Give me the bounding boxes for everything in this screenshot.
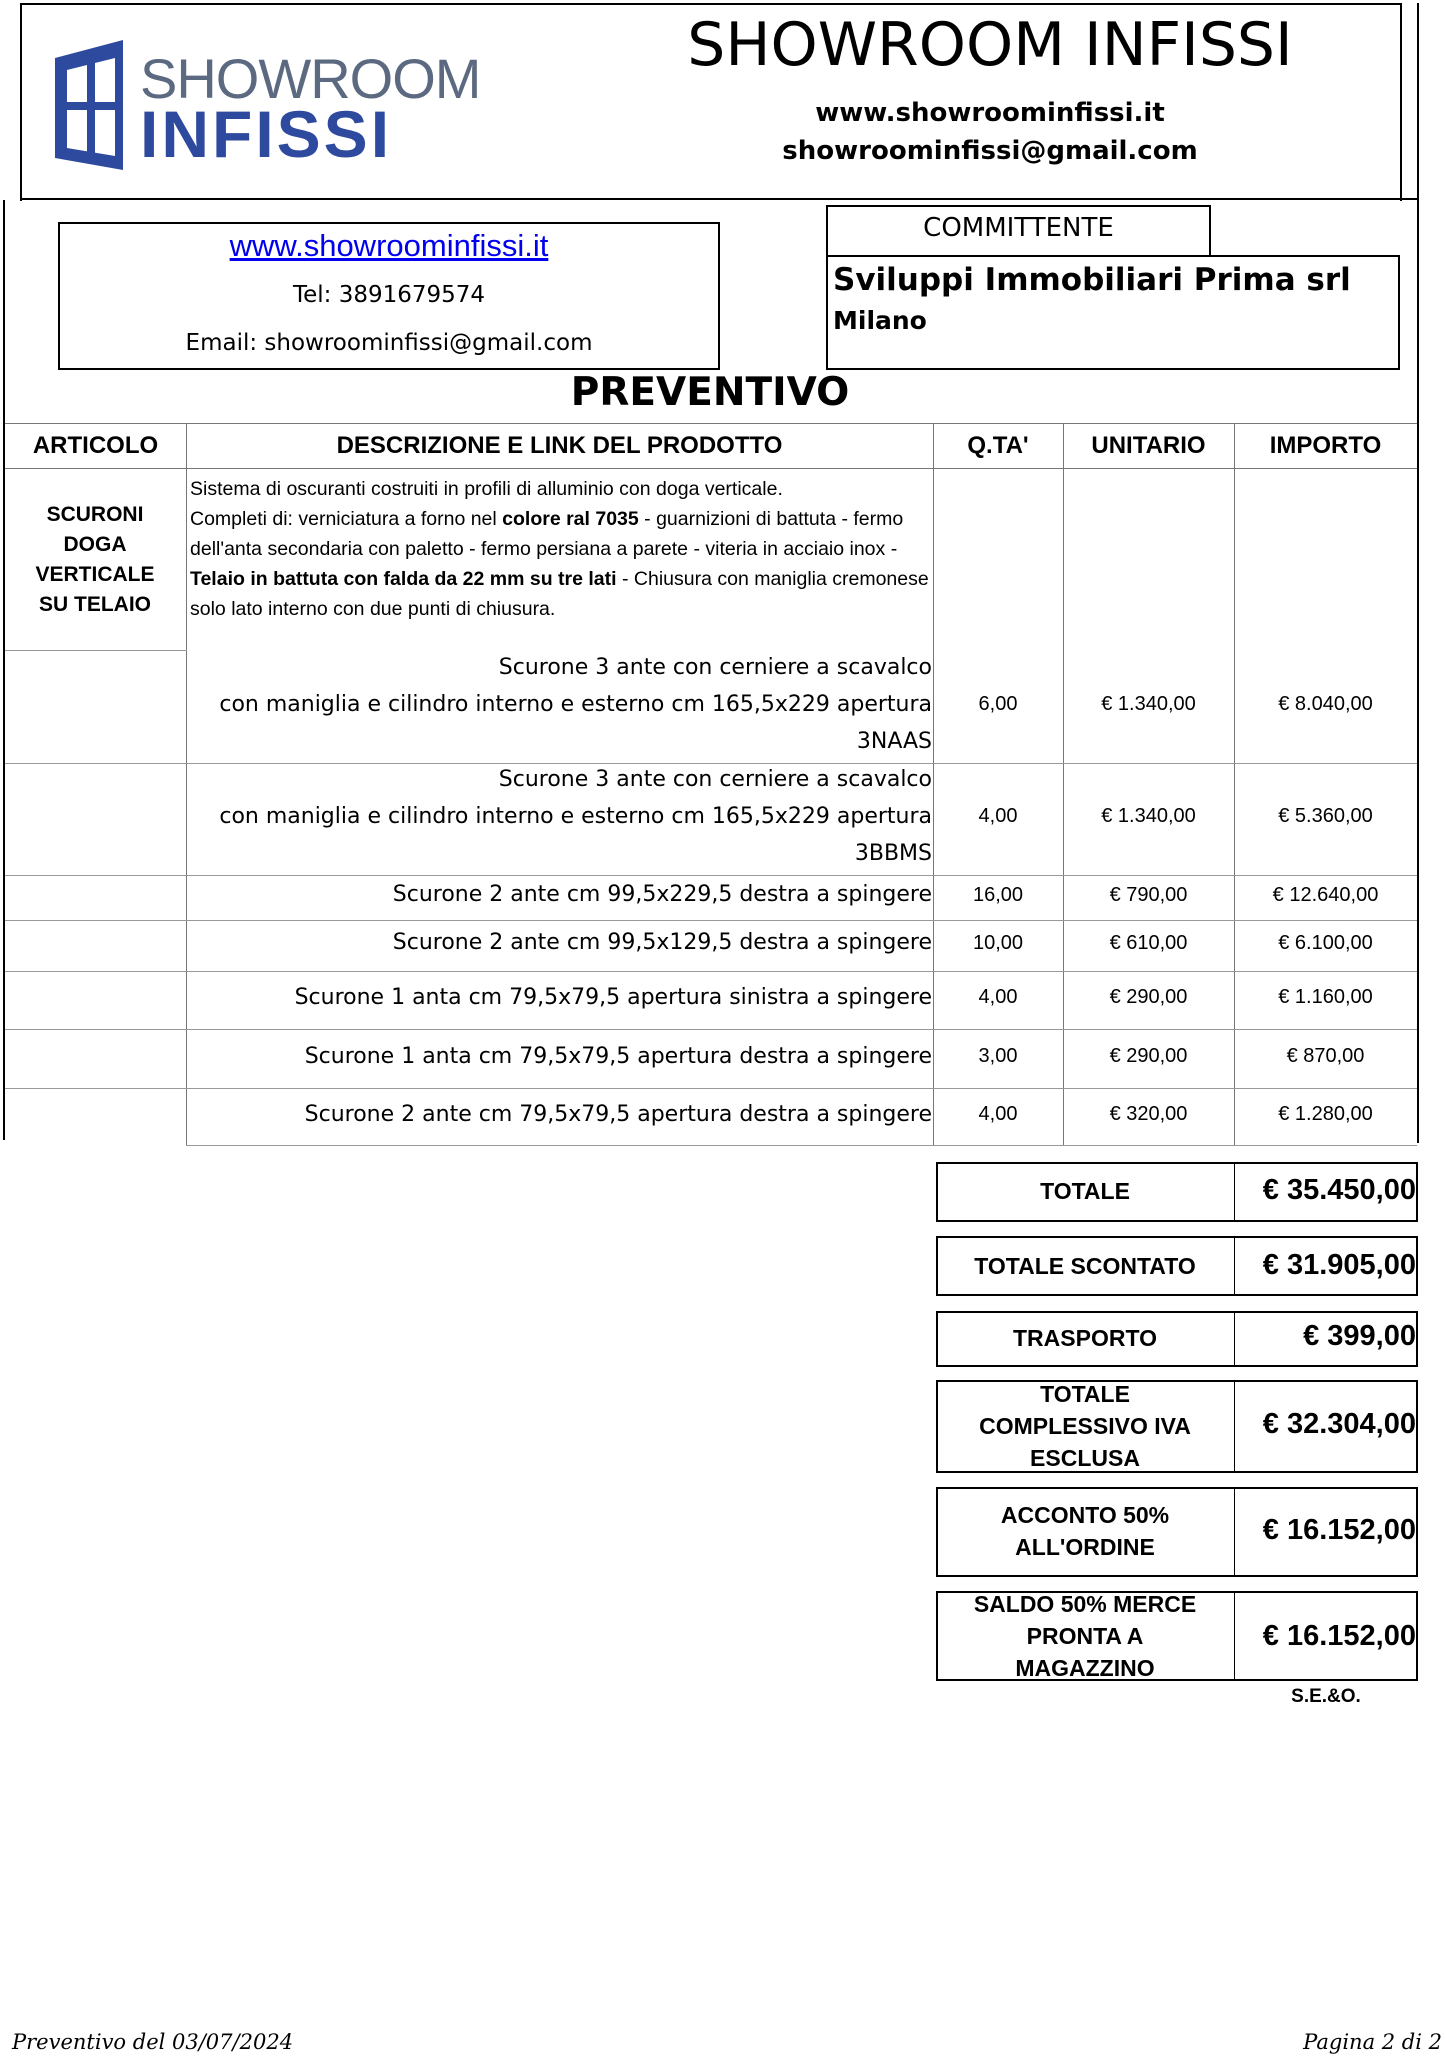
transport-label: TRASPORTO: [1013, 1325, 1157, 1351]
header-amount: IMPORTO: [1269, 432, 1382, 459]
deposit-label-1: ACCONTO 50%: [1000, 1502, 1170, 1528]
row-2-qty: 16,00: [972, 884, 1024, 906]
page-left-border: [3, 200, 5, 1140]
header-article: ARTICOLO: [32, 432, 159, 459]
deposit-value: € 16.152,00: [1262, 1514, 1416, 1546]
company-website[interactable]: www.showroominfissi.it: [815, 98, 1165, 128]
grand-total-label-2: COMPLESSIVO IVA: [979, 1413, 1191, 1439]
header-qty: Q.TA': [967, 432, 1029, 459]
total-divider: [1234, 1162, 1235, 1222]
grand-total-divider: [1234, 1380, 1235, 1473]
deposit-label-2: ALL'ORDINE: [1015, 1534, 1155, 1560]
row-4-desc: Scurone 1 anta cm 79,5x79,5 apertura sinistra a spingere: [294, 985, 932, 1010]
grand-total-label-3: ESCLUSA: [1030, 1445, 1140, 1471]
row-line-4: [5, 971, 1417, 972]
balance-label-1: SALDO 50% MERCE: [973, 1591, 1197, 1617]
company-title: SHOWROOM INFISSI: [687, 10, 1293, 80]
client-city: Milano: [833, 306, 927, 335]
grand-total-value: € 32.304,00: [1262, 1408, 1416, 1440]
discounted-divider: [1234, 1236, 1235, 1296]
row-5-amount: € 870,00: [1286, 1045, 1365, 1067]
transport-value: € 399,00: [1303, 1320, 1416, 1352]
logo-line1: SHOWROOM: [140, 47, 481, 110]
row-2-unit: € 790,00: [1109, 884, 1188, 906]
client-name: Sviluppi Immobiliari Prima srl: [833, 262, 1351, 298]
header-divider: [20, 198, 1418, 200]
balance-label-3: MAGAZZINO: [1015, 1655, 1155, 1681]
page-right-border: [1417, 3, 1419, 1143]
discounted-value: € 31.905,00: [1262, 1249, 1416, 1281]
col-line-3: [1063, 423, 1064, 1146]
row-1-amount: € 5.360,00: [1278, 805, 1373, 827]
contact-email: Email: showroominfissi@gmail.com: [185, 330, 593, 356]
col-line-4: [1234, 423, 1235, 1146]
row-3-qty: 10,00: [972, 932, 1024, 954]
row-6-desc: Scurone 2 ante cm 79,5x79,5 apertura destra a spingere: [304, 1102, 932, 1127]
row-0-qty: 6,00: [978, 693, 1018, 715]
contact-tel: Tel: 3891679574: [292, 282, 486, 308]
description-part4: - Chiusura con maniglia cremonese solo lato interno con due punti di chiusura.: [190, 568, 929, 620]
row-line-7: [186, 1145, 1417, 1146]
row-5-qty: 3,00: [978, 1045, 1018, 1067]
balance-divider: [1234, 1591, 1235, 1681]
row-5-unit: € 290,00: [1109, 1045, 1188, 1067]
client-label: COMMITTENTE: [923, 213, 1114, 243]
header-unit: UNITARIO: [1091, 432, 1206, 459]
row-line-2: [5, 875, 1417, 876]
col-line-2: [933, 423, 934, 1146]
description-part2: Completi di: verniciatura a forno nel: [190, 508, 503, 530]
row-0-unit: € 1.340,00: [1101, 693, 1196, 715]
row-2-amount: € 12.640,00: [1272, 884, 1379, 906]
grand-total-label-1: TOTALE: [1040, 1381, 1130, 1407]
footer-page: Pagina 2 di 2: [1303, 2030, 1442, 2054]
article-name: SCURONI DOGA VERTICALE SU TELAIO: [35, 503, 155, 616]
row-3-desc: Scurone 2 ante cm 99,5x129,5 destra a spingere: [392, 930, 932, 955]
transport-divider: [1234, 1311, 1235, 1367]
header-description: DESCRIZIONE E LINK DEL PRODOTTO: [336, 432, 783, 459]
row-0-line-3: 3NAAS: [856, 729, 932, 754]
row-4-unit: € 290,00: [1109, 986, 1188, 1008]
deposit-divider: [1234, 1487, 1235, 1577]
company-logo: [55, 40, 481, 171]
row-0-line-1: Scurone 3 ante con cerniere a scavalco: [498, 655, 932, 680]
row-6-qty: 4,00: [978, 1103, 1018, 1125]
table-header-line: [5, 468, 1417, 469]
description-color: colore ral 7035: [502, 508, 639, 530]
page-title: PREVENTIVO: [570, 370, 850, 415]
row-1-line-1: Scurone 3 ante con cerniere a scavalco: [498, 767, 932, 792]
row-1-qty: 4,00: [978, 805, 1018, 827]
row-0-line-2: con maniglia e cilindro interno e esterno cm 165,5x229 apertura: [219, 692, 932, 717]
row-line-5: [5, 1029, 1417, 1030]
description-frame: Telaio in battuta con falda da 22 mm su tre lati: [190, 568, 617, 590]
row-line-1: [5, 763, 1417, 764]
row-line-6: [5, 1088, 1417, 1089]
balance-label-2: PRONTA A: [1026, 1623, 1144, 1649]
balance-value: € 16.152,00: [1262, 1620, 1416, 1652]
row-3-unit: € 610,00: [1109, 932, 1188, 954]
row-1-line-2: con maniglia e cilindro interno e esterno cm 165,5x229 apertura: [219, 804, 932, 829]
product-description: [190, 474, 930, 624]
row-line-3: [5, 920, 1417, 921]
company-email[interactable]: showroominfissi@gmail.com: [782, 136, 1198, 166]
logo-line2: INFISSI: [140, 97, 393, 171]
footer-date: Preventivo del 03/07/2024: [12, 2030, 294, 2054]
row-6-amount: € 1.280,00: [1278, 1103, 1373, 1125]
row-3-amount: € 6.100,00: [1278, 932, 1373, 954]
table-top-line: [5, 423, 1417, 424]
seo-note: S.E.&O.: [1291, 1686, 1361, 1707]
row-1-unit: € 1.340,00: [1101, 805, 1196, 827]
row-1-line-3: 3BBMS: [854, 841, 932, 866]
description-part3: - guarnizioni di battuta - fermo dell'anta secondaria con paletto - fermo persiana a parete - viteria in acciaio inox -: [190, 508, 904, 560]
row-4-amount: € 1.160,00: [1278, 986, 1373, 1008]
row-line-0: [5, 650, 187, 651]
row-4-qty: 4,00: [978, 986, 1018, 1008]
contact-link[interactable]: www.showroominfissi.it: [229, 228, 549, 263]
total-value: € 35.450,00: [1262, 1174, 1416, 1206]
row-6-unit: € 320,00: [1109, 1103, 1188, 1125]
description-intro: Sistema di oscuranti costruiti in profili di alluminio con doga verticale.: [190, 478, 783, 500]
discounted-label: TOTALE SCONTATO: [974, 1253, 1196, 1279]
total-label: TOTALE: [1040, 1178, 1130, 1204]
row-0-amount: € 8.040,00: [1278, 693, 1373, 715]
row-5-desc: Scurone 1 anta cm 79,5x79,5 apertura destra a spingere: [304, 1044, 932, 1069]
row-2-desc: Scurone 2 ante cm 99,5x229,5 destra a spingere: [392, 882, 932, 907]
